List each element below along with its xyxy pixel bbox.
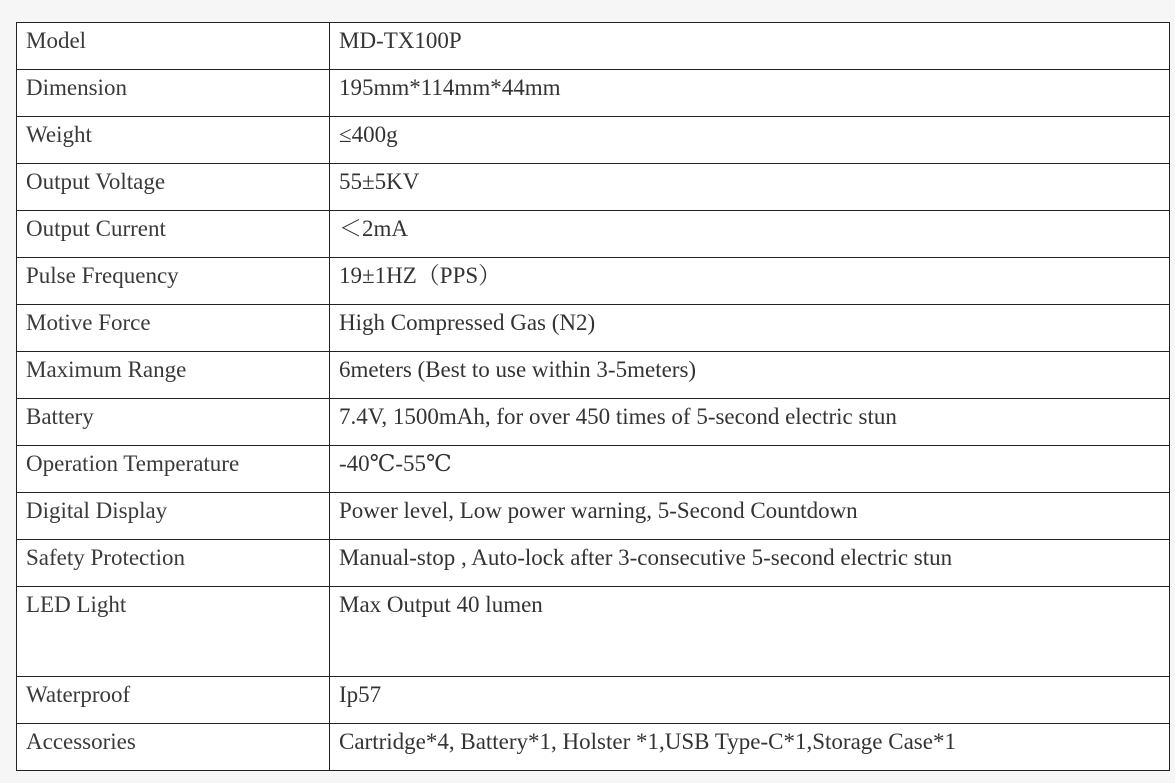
table-row (17, 70, 1170, 117)
table-row (17, 587, 1170, 677)
spec-label-weight: Weight (17, 117, 330, 164)
spec-label-output-current: Output Current (17, 211, 330, 258)
table-row (17, 540, 1170, 587)
spec-label-digital-display: Digital Display (17, 493, 330, 540)
table-row (17, 23, 1170, 70)
spec-label-waterproof: Waterproof (17, 677, 330, 724)
spec-value-led-light: Max Output 40 lumen (330, 587, 1170, 677)
spec-value-output-current: ＜2mA (330, 211, 1170, 258)
spec-label-output-voltage: Output Voltage (17, 164, 330, 211)
spec-label-accessories: Accessories (17, 724, 330, 771)
table-row (17, 258, 1170, 305)
spec-label-motive-force: Motive Force (17, 305, 330, 352)
spec-value-dimension: 195mm*114mm*44mm (330, 70, 1170, 117)
spec-label-operation-temperature: Operation Temperature (17, 446, 330, 493)
spec-label-pulse-frequency: Pulse Frequency (17, 258, 330, 305)
table-row (17, 117, 1170, 164)
spec-value-pulse-frequency: 19±1HZ（PPS） (330, 258, 1170, 305)
spec-value-output-voltage: 55±5KV (330, 164, 1170, 211)
spec-label-led-light: LED Light (17, 587, 330, 677)
table-row (17, 399, 1170, 446)
table-row (17, 446, 1170, 493)
spec-value-model: MD-TX100P (330, 23, 1170, 70)
spec-value-waterproof: Ip57 (330, 677, 1170, 724)
table-row (17, 724, 1170, 771)
spec-value-safety-protection: Manual-stop , Auto-lock after 3-consecutive 5-second electric stun (330, 540, 1170, 587)
table-row (17, 211, 1170, 258)
spec-label-dimension: Dimension (17, 70, 330, 117)
table-row (17, 677, 1170, 724)
spec-value-digital-display: Power level, Low power warning, 5-Second Countdown (330, 493, 1170, 540)
spec-value-weight: ≤400g (330, 117, 1170, 164)
spec-label-model: Model (17, 23, 330, 70)
table-row (17, 352, 1170, 399)
spec-value-operation-temperature: -40℃-55℃ (330, 446, 1170, 493)
spec-value-maximum-range: 6meters (Best to use within 3-5meters) (330, 352, 1170, 399)
spec-value-accessories: Cartridge*4, Battery*1, Holster *1,USB Type-C*1,Storage Case*1 (330, 724, 1170, 771)
spec-label-battery: Battery (17, 399, 330, 446)
spec-label-maximum-range: Maximum Range (17, 352, 330, 399)
table-row (17, 305, 1170, 352)
spec-label-safety-protection: Safety Protection (17, 540, 330, 587)
table-row (17, 493, 1170, 540)
spec-table (16, 22, 1170, 771)
spec-value-battery: 7.4V, 1500mAh, for over 450 times of 5-second electric stun (330, 399, 1170, 446)
table-row (17, 164, 1170, 211)
spec-value-motive-force: High Compressed Gas (N2) (330, 305, 1170, 352)
